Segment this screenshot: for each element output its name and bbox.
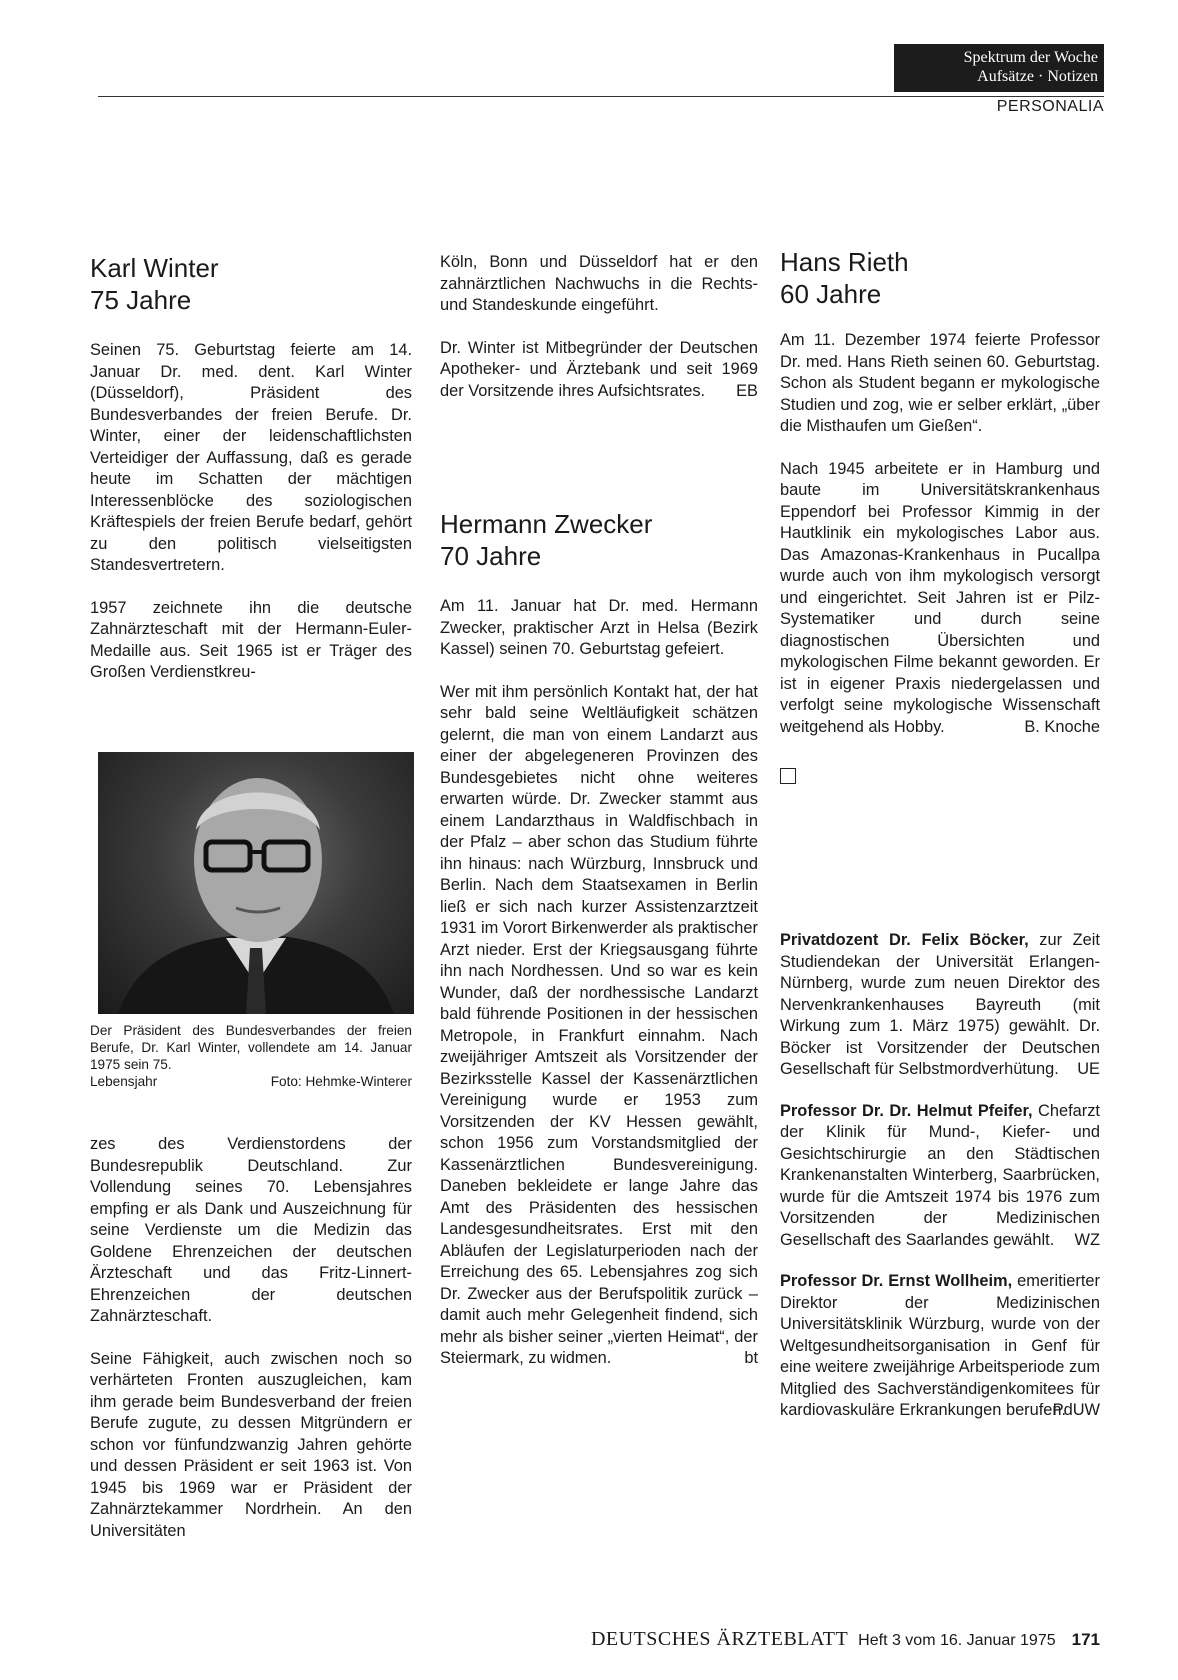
- notice-item: [780, 930, 1100, 1081]
- portrait-photo: [98, 752, 414, 1014]
- notice-body-1: zur Zeit Studiendekan der Universität Erlangen-Nürnberg, wurde zum neuen Direktor des Nervenkrankenhauses Bayreuth (mit Wirkung zum 1. März 1975) gewählt. Dr. Böcker ist Vorsitzender der Deutschen Gesellschaft für Selbstmordverhütung.: [780, 931, 1100, 1078]
- notice-name-1: Privatdozent Dr. Felix Böcker,: [780, 931, 1029, 949]
- section-label-line2: Aufsätze · Notizen: [977, 68, 1098, 85]
- page-number: 171: [1071, 1630, 1100, 1649]
- zwecker-article: [440, 508, 758, 1370]
- winter-article-start: [90, 252, 412, 684]
- winter-title: [90, 252, 412, 316]
- winter-article-end: [440, 252, 758, 402]
- zwecker-author: bt: [744, 1349, 758, 1367]
- notice-body-3: emeritierter Direktor der Medizinischen Universitätsklinik Würzburg, wurde von der Weltgesundheitsorganisation in Genf für eine weitere zweijährige Arbeitsperiode zum Mitglied des Sachverständigenkomitees für kardiovaskuläre Erkrankungen berufen.: [780, 1272, 1100, 1419]
- winter-paragraph-5: Köln, Bonn und Düsseldorf hat er den zahnärztlichen Nachwuchs in die Rechts- und Standeskunde eingeführt.: [440, 253, 758, 314]
- winter-paragraph-2: 1957 zeichnete ihn die deutsche Zahnärzteschaft mit der Hermann-Euler-Medaille aus. Seit 1965 ist er Träger des Großen Verdienstkreu-: [90, 598, 412, 681]
- notice-author-1: UE: [1077, 1060, 1100, 1078]
- photo-caption-last: Lebensjahr: [90, 1074, 158, 1089]
- magazine-name: DEUTSCHES ÄRZTEBLATT: [590, 1628, 849, 1650]
- rieth-author: B. Knoche: [1024, 717, 1100, 736]
- section-label-line1: Spektrum der Woche: [963, 49, 1098, 66]
- zwecker-title: [440, 508, 758, 572]
- notice-name-3: Professor Dr. Ernst Wollheim,: [780, 1272, 1013, 1290]
- winter-paragraph-3: zes des Verdienstordens der Bundesrepublik Deutschland. Zur Vollendung seines 70. Lebensjahres empfing er als Dank und Auszeichnung für seine Verdienste um die Medizin das Goldene Ehrenzeichen der deutschen Ärzteschaft und das Fritz-Linnert-Ehrenzeichen der deutschen Zahnärzteschaft.: [90, 1135, 412, 1325]
- zwecker-paragraph-2: Wer mit ihm persönlich Kontakt hat, der hat sehr bald seine Weltläufigkeit schätzen gelernt, die man von einem Landarzt aus einer der abgelegeneren Provinzen des Bundesgebietes nicht ohne weiteres erwarten würde. Dr. Zwecker stammt aus einem Landarzthaus in Waldfischbach in der Pfalz – aber schon das Studium führte ihn hinaus: nach Würzburg, Innsbruck und Berlin. Nach dem Staatsexamen in Berlin ließ er sich nach kurzer Assistenzarztzeit 1931 im Vorort Birkenwerder als praktischer Arzt nieder. Erst der Kriegsausgang führte ihn nach Nordhessen. Und so war es kein Wunder, daß der nordhessische Landarzt bald führende Positionen in der hessischen Metropole, in Frankfurt einnahm. Nach zweijähriger Amtszeit als Vorsitzender der Bezirksstelle Kassel der Kassenärztlichen Vereinigung wurde er 1953 zum Vorsitzenden der KV Hessen gewählt, schon 1956 zum Vorstandsmitglied der Kassenärztlichen Bundesvereinigung. Daneben bekleidete er lange Jahre das Amt des Präsidenten des hessischen Landesgesundheitsrates. Erst mit den Abläufen der Legislaturperioden nach der Erreichung des 65. Lebensjahres zog sich Dr. Zwecker aus der Berufspolitik zurück – damit auch mehr Gelegenheit findend, sich mehr als bisher seiner „vierten Heimat“, der Steiermark, zu widmen.: [440, 682, 758, 1367]
- winter-article-continued: [90, 1134, 412, 1542]
- winter-paragraph-1: Seinen 75. Geburtstag feierte am 14. Januar Dr. med. dent. Karl Winter (Düsseldorf), Präsident des Bundesverbandes der freien Berufe. Dr. Winter, einer der leidenschaftlichsten Verteidiger der Auffassung, daß es gerade heute im Schatten der mächtigen Interessenblöcke des soziologischen Kräftespiels der freien Berufe bedarf, gehört zu den politisch vielseitigsten Standesvertretern.: [90, 341, 412, 574]
- notice-body-2: Chefarzt der Klinik für Mund-, Kiefer- und Gesichtschirurgie an den Städtischen Krankenanstalten Winterberg, Saarbrücken, wurde für die Amtszeit 1974 bis 1976 zum Vorsitzenden der Medizinischen Gesellschaft des Saarlandes gewählt.: [780, 1101, 1100, 1249]
- notice-author-3: PdUW: [1052, 1401, 1100, 1419]
- notice-item: [780, 1271, 1100, 1422]
- notice-text-2: [780, 1101, 1100, 1252]
- rieth-paragraph-2: Nach 1945 arbeitete er in Hamburg und baute im Universitätskrankenhaus Eppendorf bei Professor Kimmig in der Hautklinik ein mykologisches Labor aus. Das Amazonas-Krankenhaus in Pucallpa wurde auch von ihm mykologisch versorgt und eingerichtet. Seit Jahren ist er Pilz-Systematiker und durch seine diagnostischen Übersichten und mykologischen Filme bekannt geworden. Er ist in eigener Praxis niedergelassen und verfolgt seine mykologische Wissenschaft weitgehend als Hobby.: [780, 459, 1100, 736]
- rieth-title-age: 60 Jahre: [780, 279, 882, 309]
- notice-text-3: [780, 1271, 1100, 1422]
- winter-title-age: 75 Jahre: [90, 285, 192, 315]
- page-footer: [480, 1628, 1100, 1651]
- top-rule: [98, 96, 1104, 97]
- notice-author-2: WZ: [1074, 1230, 1100, 1249]
- zwecker-title-age: 70 Jahre: [440, 541, 542, 571]
- issue-info: Heft 3 vom 16. Januar 1975: [858, 1632, 1056, 1649]
- winter-paragraph-6: Dr. Winter ist Mitbegründer der Deutschen Apotheker- und Ärztebank und seit 1969 der Vorsitzende ihres Aufsichtsrates.: [440, 338, 758, 400]
- section-title: PERSONALIA: [996, 98, 1104, 115]
- winter-title-name: Karl Winter: [90, 253, 219, 283]
- winter-author: EB: [736, 381, 758, 400]
- notices: [780, 930, 1100, 1422]
- end-mark-square: [780, 768, 796, 784]
- zwecker-title-name: Hermann Zwecker: [440, 509, 653, 539]
- photo-credit: Foto: Hehmke-Winterer: [270, 1074, 412, 1089]
- rieth-paragraph-1: Am 11. Dezember 1974 feierte Professor Dr. med. Hans Rieth seinen 60. Geburtstag. Schon als Student begann er mykologische Studien und zog, wie er selber erklärt, „über die Misthaufen um Gießen“.: [780, 331, 1100, 435]
- photo-caption: [90, 1022, 412, 1090]
- rieth-article: [780, 246, 1100, 784]
- photo-caption-text: Der Präsident des Bundesverbandes der freien Berufe, Dr. Karl Winter, vollendete am 14. Januar 1975 sein 75.: [90, 1023, 412, 1072]
- notice-text-1: [780, 930, 1100, 1081]
- portrait-illustration: [98, 752, 414, 1014]
- notice-item: [780, 1101, 1100, 1252]
- rieth-title: [780, 246, 1100, 310]
- notice-name-2: Professor Dr. Dr. Helmut Pfeifer,: [780, 1101, 1033, 1120]
- zwecker-paragraph-1: Am 11. Januar hat Dr. med. Hermann Zwecker, praktischer Arzt in Helsa (Bezirk Kassel) seinen 70. Geburtstag gefeiert.: [440, 597, 758, 658]
- rieth-title-name: Hans Rieth: [780, 247, 909, 277]
- photo-caption-last-line: [90, 1073, 412, 1090]
- section-label-box: [894, 44, 1104, 92]
- winter-paragraph-4: Seine Fähigkeit, auch zwischen noch so verhärteten Fronten auszugleichen, kam ihm gerade beim Bundesverband der freien Berufe zugute, zu dessen Mitgründern er schon vor fünfundzwanzig Jahren gehörte und dessen Präsident er seit 1963 ist. Von 1945 bis 1969 war er Präsident der Zahnärztekammer Nordrhein. An den Universitäten: [90, 1349, 412, 1540]
